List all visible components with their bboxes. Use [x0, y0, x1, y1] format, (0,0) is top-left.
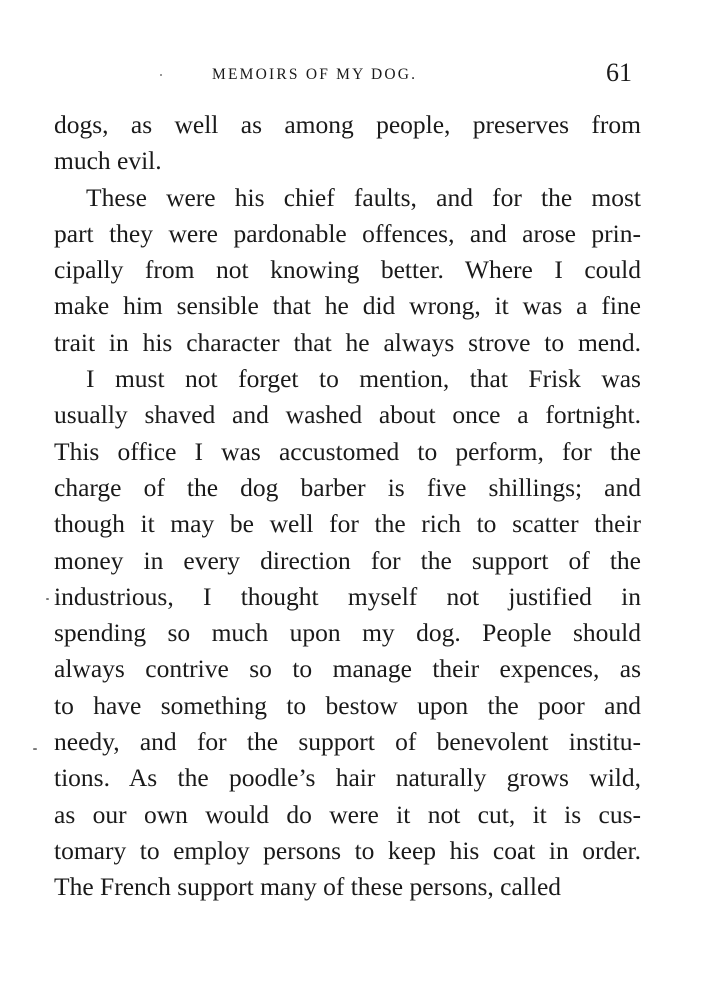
- text-line: I must not forget to mention, that Frisk was: [86, 364, 641, 394]
- text-line: The French support many of these persons, called: [54, 872, 562, 902]
- paper-speck: [46, 598, 49, 600]
- text-line: spending so much upon my dog. People should: [54, 618, 641, 648]
- paper-speck: [33, 748, 37, 750]
- text-line: usually shaved and washed about once a fortnight.: [54, 400, 641, 430]
- text-line: dogs, as well as among people, preserves from: [54, 110, 641, 139]
- text-line: as our own would do were it not cut, it is cus-: [54, 799, 641, 829]
- text-line: much evil.: [54, 146, 162, 176]
- paper-speck: [160, 74, 162, 76]
- text-line: though it may be well for the rich to scatter their: [54, 509, 641, 539]
- text-line: always contrive so to manage their expences, as: [54, 654, 641, 684]
- text-line: industrious, I thought myself not justified in: [54, 581, 641, 611]
- text-line: money in every direction for the support of the: [54, 545, 641, 575]
- text-line: make him sensible that he did wrong, it was a fine: [54, 291, 641, 321]
- text-line: These were his chief faults, and for the most: [86, 182, 641, 212]
- text-line: part they were pardonable offences, and arose prin-: [54, 218, 641, 248]
- text-line: tomary to employ persons to keep his coat in order.: [54, 835, 641, 865]
- text-line: needy, and for the support of benevolent institu-: [54, 727, 641, 757]
- running-title: MEMOIRS OF MY DOG.: [212, 66, 418, 83]
- text-line: charge of the dog barber is five shillings; and: [54, 472, 641, 502]
- text-line: tions. As the poodle’s hair naturally grows wild,: [54, 763, 641, 793]
- text-line: to have something to bestow upon the poor and: [54, 690, 641, 720]
- text-line: cipally from not knowing better. Where I could: [54, 255, 641, 285]
- running-head: [0, 58, 714, 94]
- page-number: 61: [606, 58, 632, 87]
- body-text: [54, 107, 641, 906]
- text-line: This office I was accustomed to perform, for the: [54, 436, 641, 466]
- text-line: trait in his character that he always strove to mend.: [54, 327, 641, 357]
